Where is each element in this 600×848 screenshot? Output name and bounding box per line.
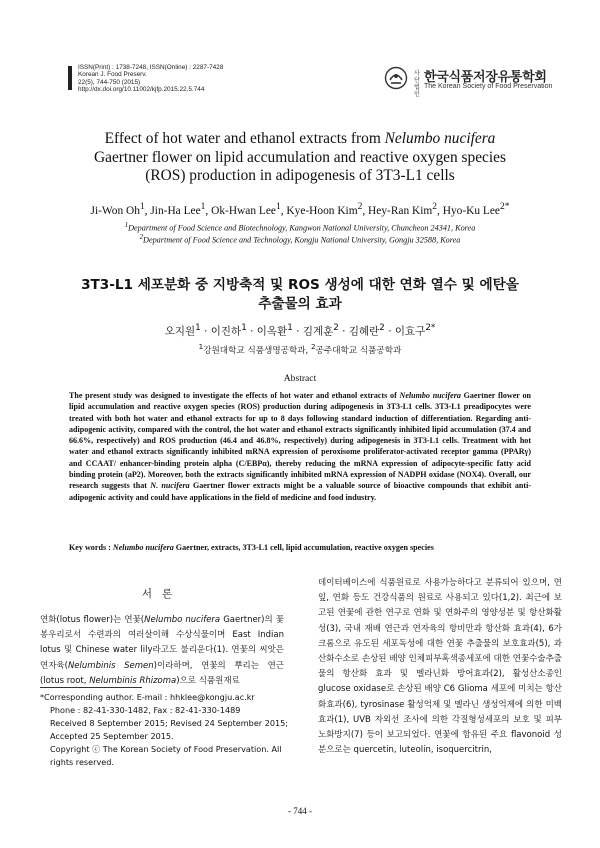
korean-author: 이옥환	[256, 325, 288, 338]
journal-meta	[78, 64, 223, 94]
society-sub-label: 사단 법인	[414, 70, 420, 98]
intro-left-column: 연화(lotus flower)는 연꽃(Nelumbo nucifera Gaertner)의 꽃봉우리로서 수련과의 여러살이해 수상식물이며 East Indian lotus 및 Chinese water lily라고도 불리운다(1). 연꽃의 씨앗은 연자육(Nelumbinis Semen)이라하며, 연꽃의 뿌리는 연근(lotus root, Nelumbinis Rhizoma)으로 식품원재료	[40, 615, 284, 686]
issn-line: ISSN(Print) : 1738-7248, ISSN(Online) : 2287-7428	[78, 64, 224, 71]
footnote	[40, 691, 288, 769]
corresponding-author: *Corresponding author. E-mail : hhklee@kongju.ac.kr	[40, 692, 255, 702]
korean-title	[40, 276, 560, 314]
keywords: Key words : Nelumbo nucifera Gaertner, extracts, 3T3-L1 cell, lipid accumulation, reactive oxygen species	[69, 543, 434, 552]
received-date: Received 8 September 2015; Revised 24 September 2015;	[50, 718, 289, 728]
author: Hey-Ran Kim	[368, 204, 433, 217]
meta-bar	[68, 66, 72, 90]
korean-author-list: 오지원$^1$ · 이진하$^1$ · 이옥환$^1$ · 김계훈$^2$ · 김혜란$^2$ · 이효구$^{2*}$	[164, 323, 436, 338]
author: Jin-Ha Lee	[150, 204, 201, 217]
paper-title	[40, 130, 560, 186]
author: Hyo-Ku Lee	[442, 204, 500, 217]
accepted-date: Accepted 25 September 2015.	[50, 731, 174, 741]
society-logo-icon	[384, 66, 408, 90]
korean-affiliations: $^1$강원대학교 식품생명공학과, $^2$공주대학교 식품공학과	[198, 342, 402, 356]
doi-link[interactable]: http://dx.doi.org/10.11002/kjfp.2015.22.5.744	[78, 86, 205, 94]
author-list: Ji-Won Oh$^1$, Jin-Ha Lee$^1$, Ok-Hwan Lee$^1$, Kye-Hoon Kim$^2$, Hey-Ran Kim$^2$, Hyo-Ku Lee$^{2*}$	[90, 202, 510, 217]
copyright-cont: rights reserved.	[50, 757, 114, 767]
korean-title-line-1: 3T3-L1 세포분화 중 지방축적 및 ROS 생성에 대한 연화 열수 및 에탄올	[81, 277, 519, 293]
society-logo-block	[384, 66, 580, 98]
title-line-2: Gaertner flower on lipid accumulation and reactive oxygen species	[94, 148, 506, 166]
society-english-name: The Korean Society of Food Preservation	[424, 83, 553, 90]
korean-author: 김계훈	[302, 325, 334, 338]
journal-name: Korean J. Food Preserv.	[78, 71, 147, 79]
abstract-body: The present study was designed to investigate the effects of hot water and ethanol extracts of Nelumbo nucifera Gaertner flower on lipid accumulation and reactive oxygen species (ROS) production during adipogenesis in 3T3-L1 cells. 3T3-L1 preadipocytes were treated with both hot water and ethanol extracts for up to 8 days following standard induction of differentiation. Regarding anti-adipogenic activity, compared with the control, the hot water and ethanol extracts significantly inhibited lipid accumulation (37.4 and 66.6%, respectively) and ROS production (46.4 and 46.8%, respectively) during adipogenesis in 3T3-L1 cells. Treatment with hot water and ethanol extracts significantly inhibited mRNA expression of peroxisome proliferator-activated receptor gamma (PPARγ) and CCAAT/ enhancer-binding protein alpha (C/EBPα), thereby reducing the mRNA expression of adipocyte-specific fatty acid binding protein (aP2). Moreover, both the extracts significantly inhibited mRNA expression of NADPH oxidase (NOX4). Overall, our research suggests that N. nucifera Gaertner flower extracts might be a valuable source of bioactive compounds that exhibit anti-adipogenic activity and could have applications in the field of medicine and food industry.	[69, 391, 532, 502]
page-number: - 744 -	[288, 806, 312, 816]
affiliation-2: $^2$Department of Food Science and Technology, Kongju National University, Gongju 32588, Korea	[139, 234, 461, 245]
author: Kye-Hoon Kim	[286, 204, 358, 217]
volume-line: 22(5), 744-750 (2015)	[78, 78, 141, 86]
affiliation-1: $^1$Department of Food Science and Biotechnology, Kangwon National University, Chuncheon 24341, Korea	[124, 222, 476, 233]
korean-author: 이효구	[394, 325, 426, 338]
copyright: Copyright ⓒ The Korean Society of Food Preservation. All	[50, 744, 282, 754]
society-korean-name: 한국식품저장유통학회	[424, 70, 547, 85]
author: Ji-Won Oh	[90, 204, 140, 217]
title-species: Nelumbo nucifera	[384, 130, 496, 147]
korean-author: 김혜란	[348, 325, 380, 338]
phone-fax: Phone : 82-41-330-1482, Fax : 82-41-330-1489	[50, 705, 241, 715]
section-heading-intro: 서론	[141, 588, 183, 600]
korean-author: 오지원	[164, 325, 196, 338]
title-line-3: (ROS) production in adipogenesis of 3T3-L1 cells	[145, 167, 455, 184]
intro-right-column: 데이터베이스에 식품원료로 사용가능하다고 분류되어 있으며, 연잎, 연화 등도 건강식품의 원료로 사용되고 있다(1,2). 최근에 보고된 연꽃에 관한 연구로 연화 및 연화주의 영양성분 및 항산화활성(3), 국내 재배 연근과 연자육의 항비만과 항산화 효과(4), 6가 크롬으로 유도된 세포독성에 대한 연꽃 추출물의 보호효과(5), 과산화수소로 손상된 배양 인체피부혹색종세포에 대한 연꽃수술추출물의 항산화 효과 및 멜라닌화 방어효과(2), 활성산소종인 glucose oxidase로 손상된 배양 C6 Glioma 세포에 미치는 항산화효과(6), tyrosinase 활성억제 및 멜라닌 생성억제에 의한 미백효과(1), UVB 자외선 조사에 의한 각질형성세포의 보호 및 피부 노화방지(7) 등이 보고되었다. 연꽃에 함유된 주요 flavonoid 성분으로는 quercetin, luteolin, isoquercitrin,	[318, 578, 562, 756]
footnote-divider	[40, 687, 142, 688]
title-line-1: Effect of hot water and ethanol extracts from Nelumbo nucifera	[104, 130, 496, 147]
korean-author: 이진하	[210, 325, 242, 338]
abstract-heading: Abstract	[283, 373, 317, 384]
korean-title-line-2: 추출물의 효과	[258, 296, 342, 312]
author: Ok-Hwan Lee	[211, 204, 276, 217]
